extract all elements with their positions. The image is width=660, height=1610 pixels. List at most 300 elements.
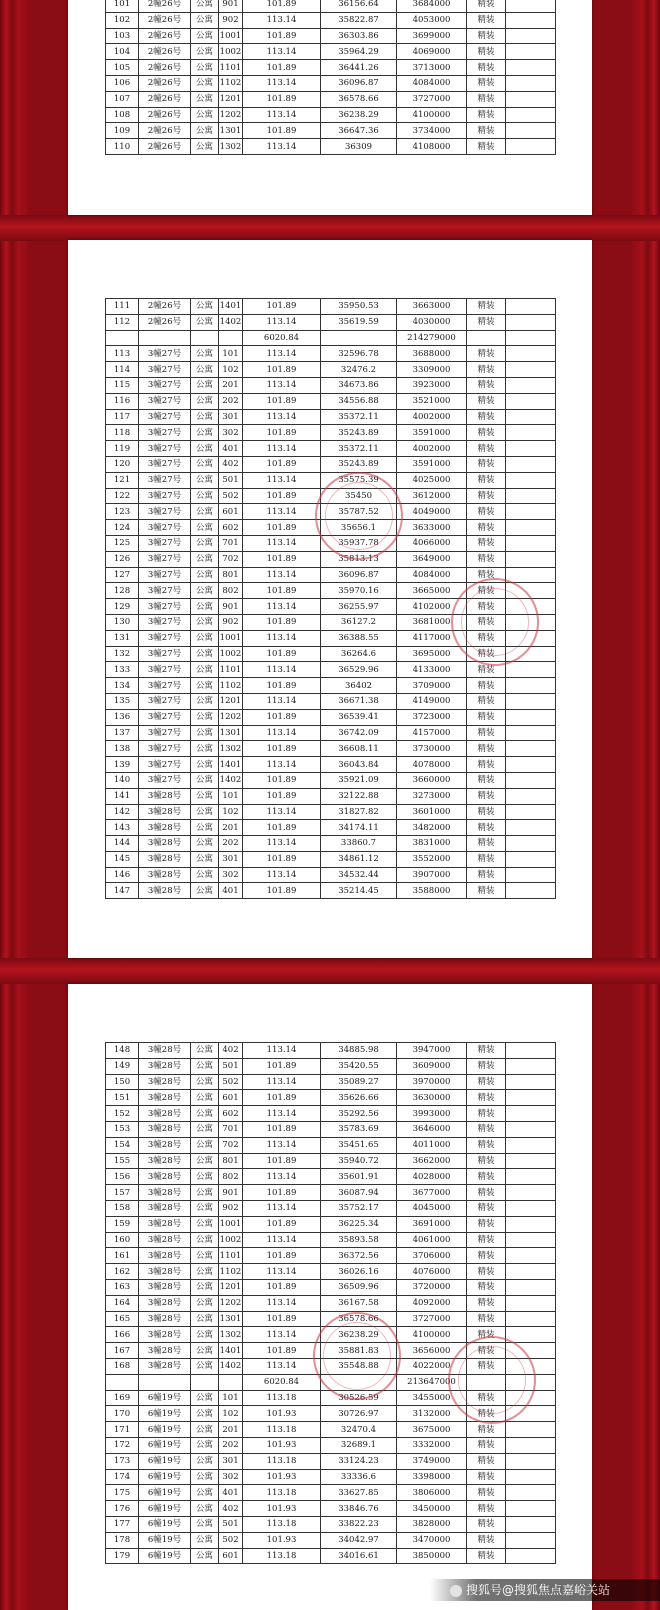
table-cell: 公寓: [191, 757, 219, 773]
price-table-3: [105, 1042, 556, 1564]
table-cell: 35752.17: [321, 1200, 397, 1216]
table-cell: 35214.45: [321, 883, 397, 899]
table-cell: [506, 425, 556, 441]
table-cell: 3幢28号: [139, 1058, 191, 1074]
table-row: [106, 1169, 556, 1185]
table-cell: 公寓: [191, 1469, 219, 1485]
table-cell: 3幢27号: [139, 551, 191, 567]
table-cell: 3幢27号: [139, 346, 191, 362]
table-cell: 36167.58: [321, 1295, 397, 1311]
table-cell: 精装: [467, 551, 506, 567]
table-cell: [506, 1090, 556, 1106]
table-cell: 173: [106, 1453, 139, 1469]
table-cell: 精装: [467, 1358, 506, 1374]
table-cell: 精装: [467, 75, 506, 91]
table-cell: 201: [219, 377, 243, 393]
red-seal-stamp: [313, 1312, 401, 1400]
table-cell: [139, 1374, 191, 1390]
table-cell: 702: [219, 551, 243, 567]
table-cell: 公寓: [191, 1043, 219, 1059]
table-cell: 101: [219, 1390, 243, 1406]
table-cell: 35881.83: [321, 1343, 397, 1359]
table-cell: [506, 1058, 556, 1074]
table-cell: 3699000: [397, 28, 467, 44]
table-cell: 精装: [467, 1153, 506, 1169]
table-cell: 精装: [467, 1327, 506, 1343]
table-cell: 3749000: [397, 1453, 467, 1469]
table-cell: 6幢19号: [139, 1390, 191, 1406]
table-cell: 36578.66: [321, 1311, 397, 1327]
table-cell: 35950.53: [321, 299, 397, 315]
table-cell: 1401: [219, 1343, 243, 1359]
table-cell: 113.14: [243, 1358, 321, 1374]
table-cell: 公寓: [191, 867, 219, 883]
table-cell: 3幢28号: [139, 1248, 191, 1264]
table-cell: 502: [219, 1074, 243, 1090]
table-cell: 6幢19号: [139, 1406, 191, 1422]
table-cell: 802: [219, 583, 243, 599]
table-cell: 123: [106, 504, 139, 520]
table-cell: 6幢19号: [139, 1422, 191, 1438]
table-cell: 145: [106, 851, 139, 867]
table-cell: 精装: [467, 1232, 506, 1248]
table-cell: 101.89: [243, 820, 321, 836]
table-cell: 3幢28号: [139, 1343, 191, 1359]
table-cell: 153: [106, 1121, 139, 1137]
table-cell: [506, 883, 556, 899]
table-cell: 4030000: [397, 314, 467, 330]
table-cell: 113.14: [243, 1232, 321, 1248]
table-cell: [506, 0, 556, 12]
table-row: [106, 1216, 556, 1232]
table-cell: 110: [106, 139, 139, 155]
table-cell: 精装: [467, 472, 506, 488]
table-cell: 1101: [219, 662, 243, 678]
table-cell: 精装: [467, 1248, 506, 1264]
table-cell: 36578.66: [321, 91, 397, 107]
table-cell: 3幢27号: [139, 662, 191, 678]
table-cell: 113.14: [243, 472, 321, 488]
table-cell: 4100000: [397, 107, 467, 123]
table-cell: 精装: [467, 441, 506, 457]
table-cell: 33124.23: [321, 1453, 397, 1469]
table-cell: 3706000: [397, 1248, 467, 1264]
table-cell: 34556.88: [321, 393, 397, 409]
table-cell: 3幢28号: [139, 867, 191, 883]
table-cell: 精装: [467, 520, 506, 536]
table-cell: 113.14: [243, 377, 321, 393]
table-cell: 公寓: [191, 520, 219, 536]
table-cell: [506, 1169, 556, 1185]
table-cell: 1002: [219, 44, 243, 60]
table-row: [106, 362, 556, 378]
table-cell: 111: [106, 299, 139, 315]
table-cell: 3幢27号: [139, 583, 191, 599]
table-cell: 101.93: [243, 1469, 321, 1485]
table-cell: 35243.89: [321, 425, 397, 441]
table-cell: 公寓: [191, 441, 219, 457]
table-cell: 3709000: [397, 678, 467, 694]
table-cell: 6幢19号: [139, 1501, 191, 1517]
table-cell: 35656.1: [321, 520, 397, 536]
table-cell: 213647000: [397, 1374, 467, 1390]
table-row: [106, 1279, 556, 1295]
table-cell: 147: [106, 883, 139, 899]
table-cell: 113.14: [243, 1074, 321, 1090]
table-cell: [506, 330, 556, 346]
table-cell: 精装: [467, 535, 506, 551]
table-cell: [506, 1153, 556, 1169]
table-cell: 113.14: [243, 409, 321, 425]
table-cell: 133: [106, 662, 139, 678]
table-cell: 701: [219, 1121, 243, 1137]
table-cell: 精装: [467, 504, 506, 520]
table-cell: 精装: [467, 1169, 506, 1185]
table-cell: 2幢26号: [139, 139, 191, 155]
table-cell: 3681000: [397, 614, 467, 630]
table-cell: 144: [106, 836, 139, 852]
table-cell: 4045000: [397, 1200, 467, 1216]
table-cell: 175: [106, 1485, 139, 1501]
table-cell: 601: [219, 1548, 243, 1564]
table-cell: 公寓: [191, 883, 219, 899]
table-cell: 公寓: [191, 1453, 219, 1469]
table-cell: 402: [219, 1501, 243, 1517]
table-cell: 113.14: [243, 314, 321, 330]
table-row: [106, 1074, 556, 1090]
table-cell: 3幢27号: [139, 456, 191, 472]
table-cell: 113.14: [243, 441, 321, 457]
table-cell: 精装: [467, 883, 506, 899]
table-cell: 3幢27号: [139, 441, 191, 457]
table-cell: 3幢28号: [139, 1232, 191, 1248]
table-cell: [506, 804, 556, 820]
table-cell: 精装: [467, 346, 506, 362]
table-cell: [506, 1043, 556, 1059]
table-cell: 32689.1: [321, 1437, 397, 1453]
table-cell: [506, 488, 556, 504]
table-cell: 精装: [467, 107, 506, 123]
table-cell: 113.14: [243, 1264, 321, 1280]
table-cell: [191, 1374, 219, 1390]
table-cell: [506, 1074, 556, 1090]
table-cell: 精装: [467, 804, 506, 820]
table-cell: [506, 757, 556, 773]
table-row: [106, 314, 556, 330]
table-cell: 精装: [467, 725, 506, 741]
table-cell: 35937.78: [321, 535, 397, 551]
table-cell: 101.89: [243, 772, 321, 788]
table-cell: 148: [106, 1043, 139, 1059]
table-cell: 36372.56: [321, 1248, 397, 1264]
table-cell: 3688000: [397, 346, 467, 362]
table-cell: [506, 409, 556, 425]
table-cell: [506, 1532, 556, 1548]
table-row: [106, 772, 556, 788]
table-cell: 108: [106, 107, 139, 123]
table-cell: 1001: [219, 28, 243, 44]
table-cell: 精装: [467, 393, 506, 409]
table-cell: 113.14: [243, 1137, 321, 1153]
table-cell: 3幢28号: [139, 1200, 191, 1216]
table-cell: [506, 820, 556, 836]
table-cell: 公寓: [191, 678, 219, 694]
table-cell: 36441.26: [321, 60, 397, 76]
table-cell: 精装: [467, 1137, 506, 1153]
table-cell: 301: [219, 851, 243, 867]
table-cell: 3665000: [397, 583, 467, 599]
table-cell: 301: [219, 409, 243, 425]
table-cell: 501: [219, 1516, 243, 1532]
table-cell: [506, 456, 556, 472]
table-cell: 公寓: [191, 393, 219, 409]
table-cell: [506, 867, 556, 883]
table-cell: 精装: [467, 123, 506, 139]
table-cell: 3幢28号: [139, 820, 191, 836]
table-cell: 精装: [467, 1216, 506, 1232]
table-cell: 4002000: [397, 441, 467, 457]
table-cell: 113.14: [243, 1327, 321, 1343]
table-cell: [467, 330, 506, 346]
table-cell: [506, 28, 556, 44]
table-cell: 35619.59: [321, 314, 397, 330]
table-cell: 101.89: [243, 362, 321, 378]
table-cell: 114: [106, 362, 139, 378]
table-cell: 3831000: [397, 836, 467, 852]
table-cell: 113.14: [243, 867, 321, 883]
table-cell: 公寓: [191, 1248, 219, 1264]
table-row: [106, 1232, 556, 1248]
table-cell: 精装: [467, 1058, 506, 1074]
table-cell: 公寓: [191, 535, 219, 551]
table-cell: 精装: [467, 12, 506, 28]
table-cell: [139, 330, 191, 346]
table-cell: [506, 12, 556, 28]
table-cell: [506, 693, 556, 709]
table-cell: 公寓: [191, 1106, 219, 1122]
table-row: [106, 867, 556, 883]
table-cell: 902: [219, 12, 243, 28]
table-row: [106, 1200, 556, 1216]
table-cell: [506, 1453, 556, 1469]
table-cell: 公寓: [191, 1058, 219, 1074]
table-cell: 公寓: [191, 1279, 219, 1295]
table-cell: 34861.12: [321, 851, 397, 867]
table-cell: 101.89: [243, 28, 321, 44]
table-cell: 公寓: [191, 362, 219, 378]
table-cell: 4084000: [397, 75, 467, 91]
table-cell: 36238.29: [321, 107, 397, 123]
table-cell: 精装: [467, 867, 506, 883]
table-cell: 精装: [467, 1390, 506, 1406]
table-row: [106, 1106, 556, 1122]
table-cell: 302: [219, 867, 243, 883]
table-cell: [506, 1264, 556, 1280]
table-cell: 3482000: [397, 820, 467, 836]
table-cell: 2幢26号: [139, 0, 191, 12]
table-cell: [506, 393, 556, 409]
table-row: [106, 75, 556, 91]
table-row: [106, 91, 556, 107]
table-cell: 113.14: [243, 535, 321, 551]
table-cell: 精装: [467, 425, 506, 441]
table-cell: 精装: [467, 1295, 506, 1311]
table-cell: 3806000: [397, 1485, 467, 1501]
table-cell: 公寓: [191, 60, 219, 76]
table-cell: 101.89: [243, 583, 321, 599]
table-cell: 101.93: [243, 1437, 321, 1453]
table-cell: 精装: [467, 1501, 506, 1517]
table-cell: [506, 741, 556, 757]
table-cell: 3727000: [397, 91, 467, 107]
table-row: [106, 1469, 556, 1485]
table-cell: 3幢28号: [139, 788, 191, 804]
table-cell: 公寓: [191, 741, 219, 757]
table-cell: 165: [106, 1311, 139, 1327]
table-cell: 3幢28号: [139, 1074, 191, 1090]
table-cell: 4025000: [397, 472, 467, 488]
table-cell: 4002000: [397, 409, 467, 425]
table-cell: 4028000: [397, 1169, 467, 1185]
table-cell: 2幢26号: [139, 107, 191, 123]
table-cell: 公寓: [191, 772, 219, 788]
table-cell: 6幢19号: [139, 1516, 191, 1532]
table-cell: 公寓: [191, 409, 219, 425]
table-cell: 公寓: [191, 1437, 219, 1453]
table-cell: 3幢27号: [139, 567, 191, 583]
table-cell: 155: [106, 1153, 139, 1169]
table-cell: 1302: [219, 139, 243, 155]
table-cell: 101.89: [243, 425, 321, 441]
table-cell: 36388.55: [321, 630, 397, 646]
table-row: [106, 1501, 556, 1517]
table-row: [106, 330, 556, 346]
table-cell: 1401: [219, 299, 243, 315]
sohu-logo-icon: [450, 1585, 462, 1597]
table-cell: 35089.27: [321, 1074, 397, 1090]
table-cell: 3713000: [397, 60, 467, 76]
table-cell: 113.18: [243, 1485, 321, 1501]
table-row: [106, 1153, 556, 1169]
table-cell: 113.18: [243, 1390, 321, 1406]
table-cell: 3幢28号: [139, 1185, 191, 1201]
table-cell: [506, 1121, 556, 1137]
table-row: [106, 1295, 556, 1311]
table-cell: 113.14: [243, 139, 321, 155]
table-cell: 3幢27号: [139, 678, 191, 694]
table-cell: 3幢27号: [139, 772, 191, 788]
table-cell: 802: [219, 1169, 243, 1185]
table-cell: 102: [219, 804, 243, 820]
table-cell: 3695000: [397, 646, 467, 662]
table-cell: [506, 725, 556, 741]
table-cell: 101.89: [243, 456, 321, 472]
table-cell: 502: [219, 488, 243, 504]
table-cell: [506, 60, 556, 76]
table-cell: 公寓: [191, 599, 219, 615]
table-cell: 1002: [219, 646, 243, 662]
table-cell: 36096.87: [321, 75, 397, 91]
table-cell: 112: [106, 314, 139, 330]
table-cell: 101.89: [243, 1185, 321, 1201]
table-cell: 3幢27号: [139, 425, 191, 441]
watermark-badge: [430, 1579, 660, 1601]
table-cell: [506, 772, 556, 788]
table-cell: 101.89: [243, 1279, 321, 1295]
table-cell: 101.89: [243, 1216, 321, 1232]
table-cell: 169: [106, 1390, 139, 1406]
table-cell: 132: [106, 646, 139, 662]
table-cell: 101.89: [243, 1343, 321, 1359]
table-cell: 3730000: [397, 741, 467, 757]
table-cell: 36539.41: [321, 709, 397, 725]
table-cell: 35783.69: [321, 1121, 397, 1137]
table-cell: 精装: [467, 836, 506, 852]
table-cell: [506, 299, 556, 315]
table-cell: [219, 330, 243, 346]
table-cell: 101.89: [243, 741, 321, 757]
table-cell: 33846.76: [321, 1501, 397, 1517]
table-cell: 3923000: [397, 377, 467, 393]
table-cell: 3幢27号: [139, 488, 191, 504]
table-cell: 公寓: [191, 346, 219, 362]
table-cell: 32122.88: [321, 788, 397, 804]
table-cell: 3幢27号: [139, 599, 191, 615]
table-cell: 36087.94: [321, 1185, 397, 1201]
table-cell: 精装: [467, 788, 506, 804]
table-cell: 162: [106, 1264, 139, 1280]
table-cell: 3727000: [397, 1311, 467, 1327]
table-row: [106, 1090, 556, 1106]
table-cell: 3662000: [397, 1153, 467, 1169]
table-cell: 34885.98: [321, 1043, 397, 1059]
table-cell: 170: [106, 1406, 139, 1422]
table-cell: 101.89: [243, 1058, 321, 1074]
table-cell: 126: [106, 551, 139, 567]
table-cell: 精装: [467, 44, 506, 60]
table-row: [106, 1485, 556, 1501]
table-cell: 101.93: [243, 1406, 321, 1422]
table-cell: 精装: [467, 1469, 506, 1485]
table-cell: 101.89: [243, 1090, 321, 1106]
table-row: [106, 1058, 556, 1074]
table-cell: 3幢27号: [139, 757, 191, 773]
table-cell: 161: [106, 1248, 139, 1264]
table-cell: 公寓: [191, 1121, 219, 1137]
table-cell: 精装: [467, 314, 506, 330]
table-cell: 137: [106, 725, 139, 741]
table-cell: 901: [219, 1185, 243, 1201]
table-cell: 公寓: [191, 1169, 219, 1185]
table-cell: 1202: [219, 709, 243, 725]
table-cell: 36156.64: [321, 0, 397, 12]
table-cell: 901: [219, 0, 243, 12]
table-cell: 精装: [467, 60, 506, 76]
table-cell: 精装: [467, 1453, 506, 1469]
table-cell: 36671.38: [321, 693, 397, 709]
table-cell: 精装: [467, 1406, 506, 1422]
table-cell: 公寓: [191, 12, 219, 28]
table-cell: 3455000: [397, 1390, 467, 1406]
table-cell: 602: [219, 520, 243, 536]
table-cell: 公寓: [191, 1153, 219, 1169]
table-cell: 4066000: [397, 535, 467, 551]
table-cell: 3734000: [397, 123, 467, 139]
table-cell: 4078000: [397, 757, 467, 773]
table-cell: 601: [219, 504, 243, 520]
table-cell: 公寓: [191, 1216, 219, 1232]
table-cell: [506, 1422, 556, 1438]
